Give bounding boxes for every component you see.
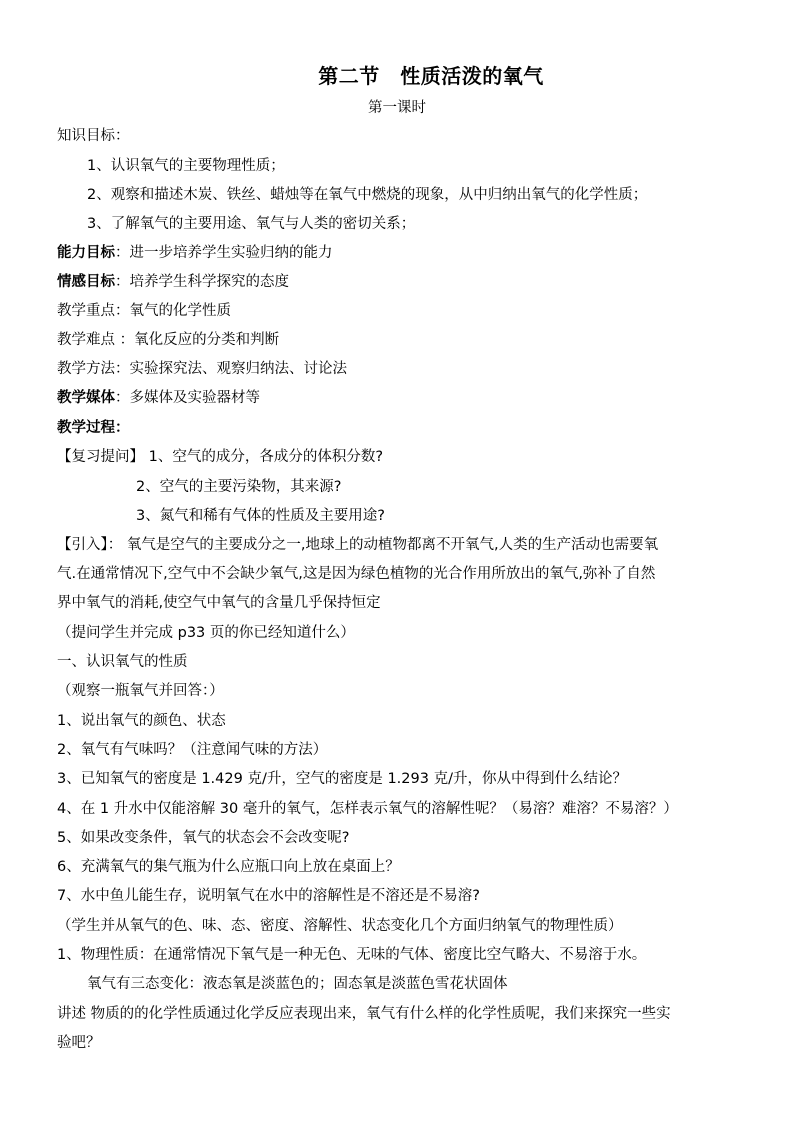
question-item: 3、已知氧气的密度是 1.429 克/升，空气的密度是 1.293 克/升，你从中得到什么结论？	[57, 771, 627, 787]
review-text: 1、空气的成分，各成分的体积分数?	[144, 449, 384, 465]
physical-properties: 1、物理性质：在通常情况下氧气是一种无色、无味的气体、密度比空气略大、不易溶于水。	[57, 947, 647, 963]
oxygen-states: 氧气有三态变化：液态氧是淡蓝色的；固态氧是淡蓝色雪花状固体	[87, 976, 508, 992]
lesson-subtitle: 第一课时	[368, 100, 426, 116]
intro-paragraph-line: 界中氧气的消耗,使空气中氧气的含量几乎保持恒定	[57, 595, 381, 611]
knowledge-item: 1、认识氧气的主要物理性质；	[87, 158, 285, 174]
review-question-3: 3、氮气和稀有气体的性质及主要用途?	[136, 508, 385, 524]
prompt-note: （提问学生并完成 p33 页的你已经知道什么）	[57, 625, 355, 641]
media-text: ：多媒体及实验器材等	[115, 390, 260, 406]
teaching-methods: 教学方法：实验探究法、观察归纳法、讨论法	[57, 361, 347, 377]
section-heading: 一、认识氧气的性质	[57, 654, 188, 670]
review-question-2: 2、空气的主要污染物，其来源?	[136, 479, 342, 495]
question-item: 7、水中鱼儿能生存，说明氧气在水中的溶解性是不溶还是不易溶?	[57, 888, 480, 904]
process-heading: 教学过程：	[57, 420, 130, 436]
media-label: 教学媒体	[57, 390, 115, 406]
question-item: 2、氧气有气味吗？（注意闻气味的方法）	[57, 742, 328, 758]
intro-text: 氧气是空气的主要成分之一,地球上的动植物都离不开氧气,人类的生产活动也需要氧	[122, 537, 659, 553]
intro-label: 【引入】：	[57, 537, 123, 553]
ability-goal	[57, 244, 333, 262]
intro-paragraph-line	[57, 536, 658, 554]
question-item: 5、如果改变条件，氧气的状态会不会改变呢?	[57, 830, 350, 846]
knowledge-item: 2、观察和描述木炭、铁丝、蜡烛等在氧气中燃烧的现象，从中归纳出氧气的化学性质；	[87, 187, 648, 203]
knowledge-item: 3、了解氧气的主要用途、氧气与人类的密切关系；	[87, 216, 416, 232]
question-item: 4、在 1 升水中仅能溶解 30 毫升的氧气，怎样表示氧气的溶解性呢？（易溶？难溶？不易溶？）	[57, 801, 678, 817]
knowledge-heading: 知识目标：	[57, 128, 130, 144]
question-item: 1、说出氧气的颜色、状态	[57, 713, 226, 729]
lecture-text: 验吧？	[57, 1035, 101, 1051]
page-title: 第二节 性质活泼的氧气	[318, 64, 544, 88]
intro-paragraph-line: 气.在通常情况下,空气中不会缺少氧气,这是因为绿色植物的光合作用所放出的氧气,弥补了自然	[57, 566, 656, 582]
teaching-media	[57, 389, 260, 407]
emotion-text: ：培养学生科学探究的态度	[115, 274, 289, 290]
observe-note: （观察一瓶氧气并回答：）	[57, 683, 224, 699]
review-label: 【复习提问】	[57, 449, 144, 465]
teaching-focus: 教学重点：氧气的化学性质	[57, 303, 231, 319]
review-question-1	[57, 448, 383, 466]
emotion-goal	[57, 273, 289, 291]
ability-label: 能力目标	[57, 245, 115, 261]
lecture-text: 讲述 物质的的化学性质通过化学反应表现出来，氧气有什么样的化学性质呢，我们来探究一些实	[57, 1006, 671, 1022]
question-item: 6、充满氧气的集气瓶为什么应瓶口向上放在桌面上？	[57, 859, 400, 875]
summary-note: （学生并从氧气的色、味、态、密度、溶解性、状态变化几个方面归纳氧气的物理性质）	[57, 918, 623, 934]
teaching-difficulty: 教学难点 ：氧化反应的分类和判断	[57, 332, 280, 348]
emotion-label: 情感目标	[57, 274, 115, 290]
ability-text: ：进一步培养学生实验归纳的能力	[115, 245, 333, 261]
